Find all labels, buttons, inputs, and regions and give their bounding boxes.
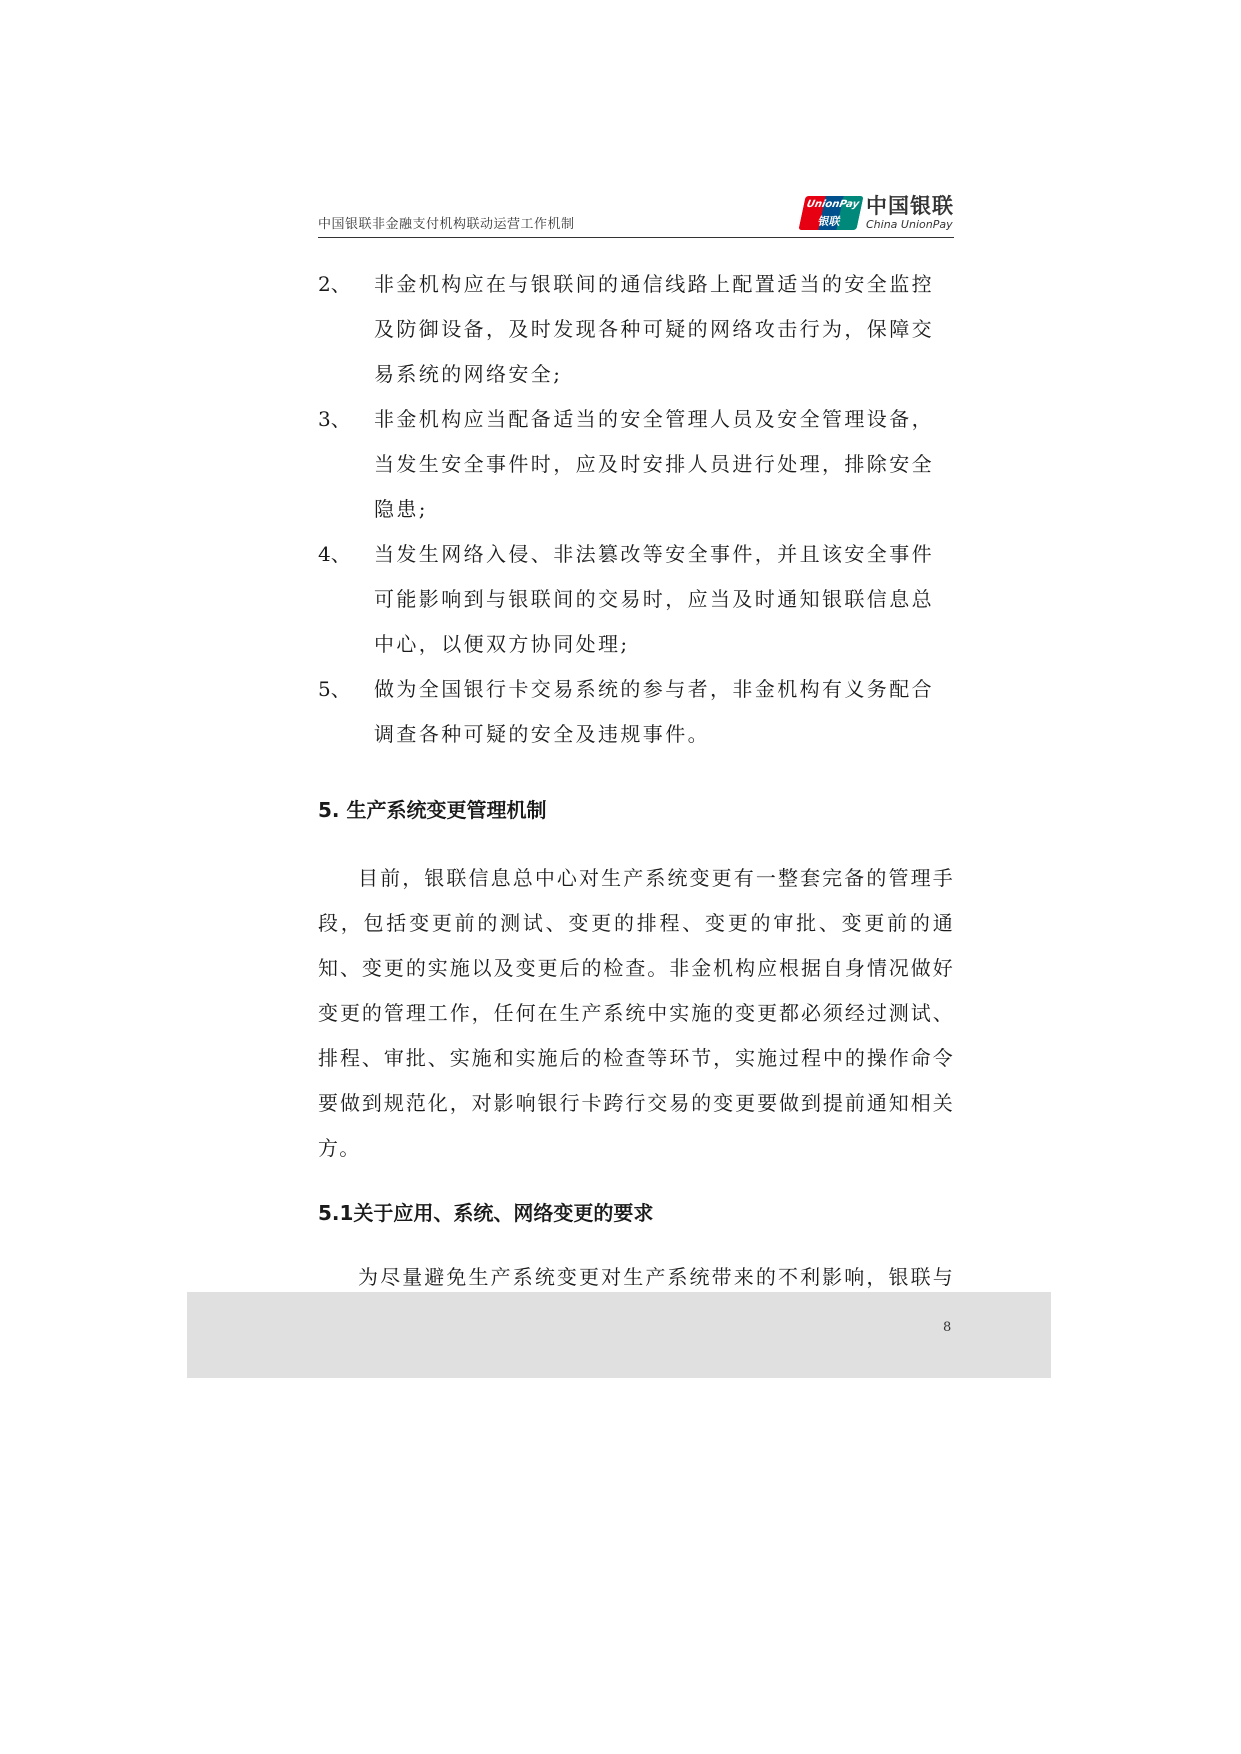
page-body bbox=[318, 262, 954, 1345]
list-number: 5、 bbox=[318, 677, 351, 701]
list-number: 3、 bbox=[318, 407, 351, 431]
page-number: 8 bbox=[943, 1320, 952, 1335]
list-text: 非金机构应在与银联间的通信线路上配置适当的安全监控及防御设备，及时发现各种可疑的网络攻击行为，保障交易系统的网络安全; bbox=[374, 272, 934, 386]
section-paragraph: 目前，银联信息总中心对生产系统变更有一整套完备的管理手段，包括变更前的测试、变更的排程、变更的审批、变更前的通知、变更的实施以及变更后的检查。非金机构应根据自身情况做好变更的管理工作，任何在生产系统中实施的变更都必须经过测试、排程、审批、实施和实施后的检查等环节，实施过程中的操作命令要做到规范化，对影响银行卡跨行交易的变更要做到提前通知相关方。 bbox=[318, 866, 954, 1160]
section-heading: 5. 生产系统变更管理机制 bbox=[318, 798, 547, 822]
list-text: 做为全国银行卡交易系统的参与者，非金机构有义务配合调查各种可疑的安全及违规事件。 bbox=[374, 677, 934, 746]
china-unionpay-logo bbox=[802, 194, 954, 232]
list-item bbox=[318, 532, 954, 667]
list-item bbox=[318, 667, 954, 757]
badge-top-text: UnionPay bbox=[805, 199, 861, 210]
list-item bbox=[318, 397, 954, 532]
badge-bottom-text: 银联 bbox=[816, 215, 842, 228]
list-text: 当发生网络入侵、非法篡改等安全事件，并且该安全事件可能影响到与银联间的交易时，应当及时通知银联信息总中心，以便双方协同处理; bbox=[374, 542, 934, 656]
footer-band bbox=[187, 1292, 1051, 1378]
list-number: 2、 bbox=[318, 272, 351, 296]
page-header bbox=[318, 196, 954, 238]
subsection-paragraph: 为尽量避免生产系统变更对生产系统带来的不利影响，银联与 bbox=[358, 1265, 954, 1289]
list-item bbox=[318, 262, 954, 397]
unionpay-badge-icon bbox=[798, 196, 863, 230]
document-title: 中国银联非金融支付机构联动运营工作机制 bbox=[318, 217, 575, 232]
logo-english-name: China UnionPay bbox=[866, 218, 953, 231]
list-number: 4、 bbox=[318, 542, 351, 566]
header-divider bbox=[318, 237, 954, 238]
logo-chinese-name: 中国银联 bbox=[866, 194, 954, 218]
subsection-heading: 5.1关于应用、系统、网络变更的要求 bbox=[318, 1201, 654, 1225]
list-text: 非金机构应当配备适当的安全管理人员及安全管理设备，当发生安全事件时，应及时安排人员进行处理，排除安全隐患; bbox=[374, 407, 934, 521]
